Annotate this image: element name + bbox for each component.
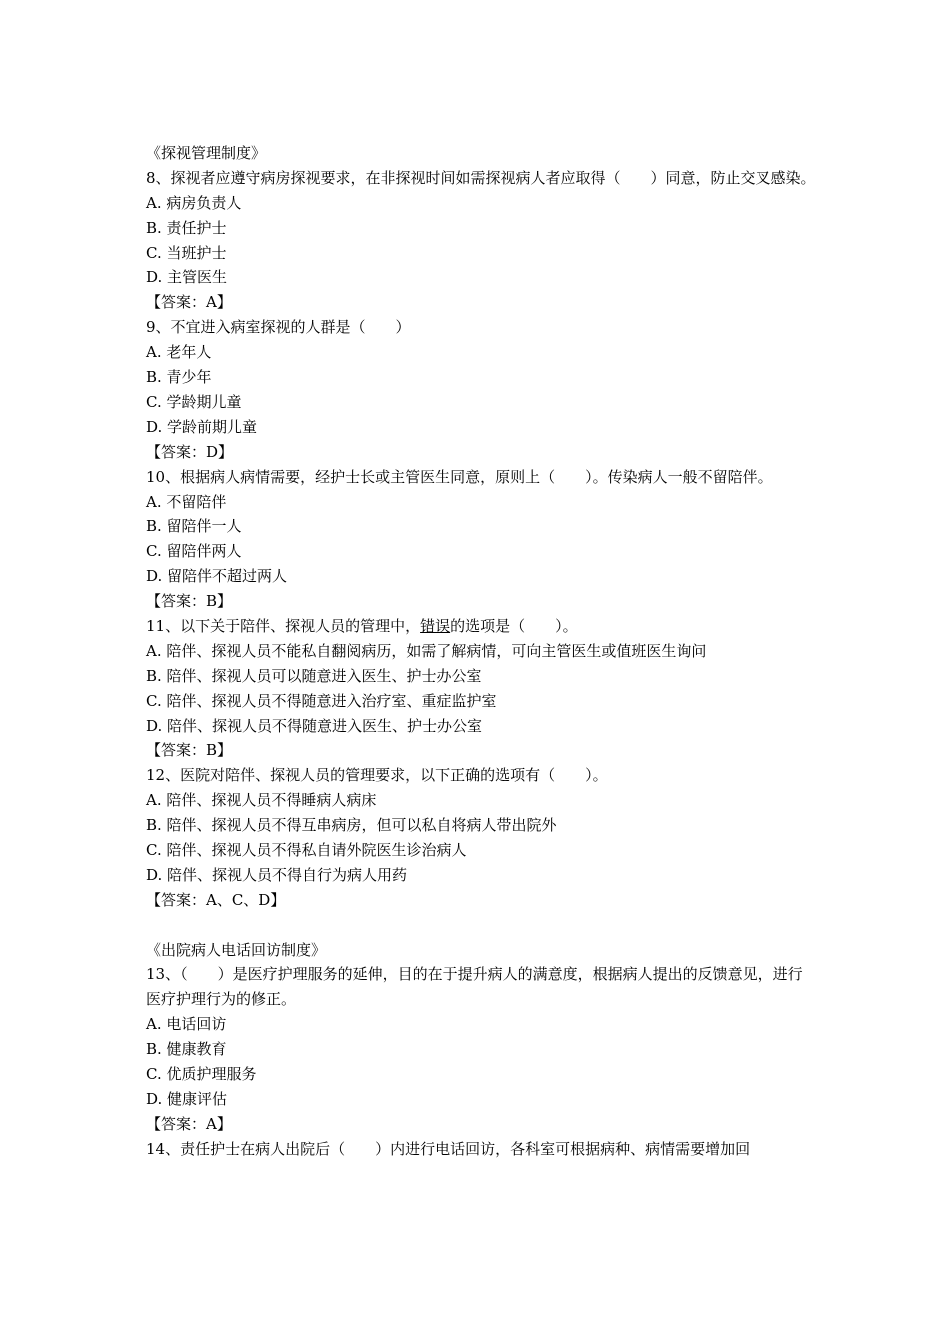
question-stem: 12、医院对陪伴、探视人员的管理要求，以下正确的选项有（ ）。 [146, 766, 608, 785]
option-c: C. 优质护理服务 [146, 1065, 257, 1084]
option-d: D. 留陪伴不超过两人 [146, 567, 288, 586]
question-stem: 9、不宜进入病室探视的人群是（ ） [146, 318, 411, 337]
section-title: 《探视管理制度》 [146, 144, 267, 162]
answer: 【答案：B】 [146, 592, 233, 611]
option-a: A. 病房负责人 [146, 193, 242, 212]
stem-text: 11、以下关于陪伴、探视人员的管理中， [146, 616, 421, 635]
option-b: B. 陪伴、探视人员不得互串病房，但可以私自将病人带出院外 [146, 816, 557, 835]
answer: 【答案：A】 [146, 293, 232, 312]
option-c: C. 留陪伴两人 [146, 542, 242, 561]
option-d: D. 健康评估 [146, 1089, 228, 1108]
option-c: C. 当班护士 [146, 243, 227, 262]
question-stem: 13、（ ）是医疗护理服务的延伸，目的在于提升病人的满意度，根据病人提出的反馈意见，进行医疗护理行为的修正。 [146, 965, 803, 1009]
question-stem: 14、责任护士在病人出院后（ ）内进行电话回访，各科室可根据病种、病情需要增加回 [146, 1139, 751, 1158]
option-b: B. 留陪伴一人 [146, 517, 242, 536]
option-a: A. 陪伴、探视人员不得睡病人病床 [146, 791, 377, 810]
emphasis-underlined: 错误 [420, 616, 451, 635]
option-d: D. 陪伴、探视人员不得自行为病人用药 [146, 865, 408, 884]
section-title: 《出院病人电话回访制度》 [146, 940, 327, 959]
question-stem: 8、探视者应遵守病房探视要求，在非探视时间如需探视病人者应取得（ ）同意，防止交叉感染。 [146, 168, 816, 187]
option-a: A. 老年人 [146, 343, 212, 362]
option-a: A. 不留陪伴 [146, 492, 227, 511]
option-d: D. 陪伴、探视人员不得随意进入医生、护士办公室 [146, 716, 483, 735]
document-page [146, 141, 816, 1162]
stem-text: 的选项是（ ）。 [450, 616, 578, 635]
answer: 【答案：B】 [146, 741, 233, 760]
option-a: A. 陪伴、探视人员不能私自翻阅病历，如需了解病情，可向主管医生或值班医生询问 [146, 641, 707, 660]
blank-line [146, 913, 816, 938]
question-stem: 10、根据病人病情需要，经护士长或主管医生同意，原则上（ ）。传染病人一般不留陪伴。 [146, 467, 773, 486]
option-d: D. 主管医生 [146, 268, 228, 287]
option-c: C. 学龄期儿童 [146, 392, 242, 411]
option-c: C. 陪伴、探视人员不得私自请外院医生诊治病人 [146, 840, 467, 859]
option-b: B. 陪伴、探视人员可以随意进入医生、护士办公室 [146, 666, 482, 685]
option-b: B. 青少年 [146, 368, 212, 387]
option-d: D. 学龄前期儿童 [146, 417, 258, 436]
answer: 【答案：A、C、D】 [146, 890, 286, 909]
option-a: A. 电话回访 [146, 1015, 227, 1034]
answer: 【答案：A】 [146, 1114, 232, 1133]
option-b: B. 健康教育 [146, 1040, 227, 1059]
option-b: B. 责任护士 [146, 218, 227, 237]
answer: 【答案：D】 [146, 442, 234, 461]
question-stem [146, 614, 816, 639]
option-c: C. 陪伴、探视人员不得随意进入治疗室、重症监护室 [146, 691, 497, 710]
